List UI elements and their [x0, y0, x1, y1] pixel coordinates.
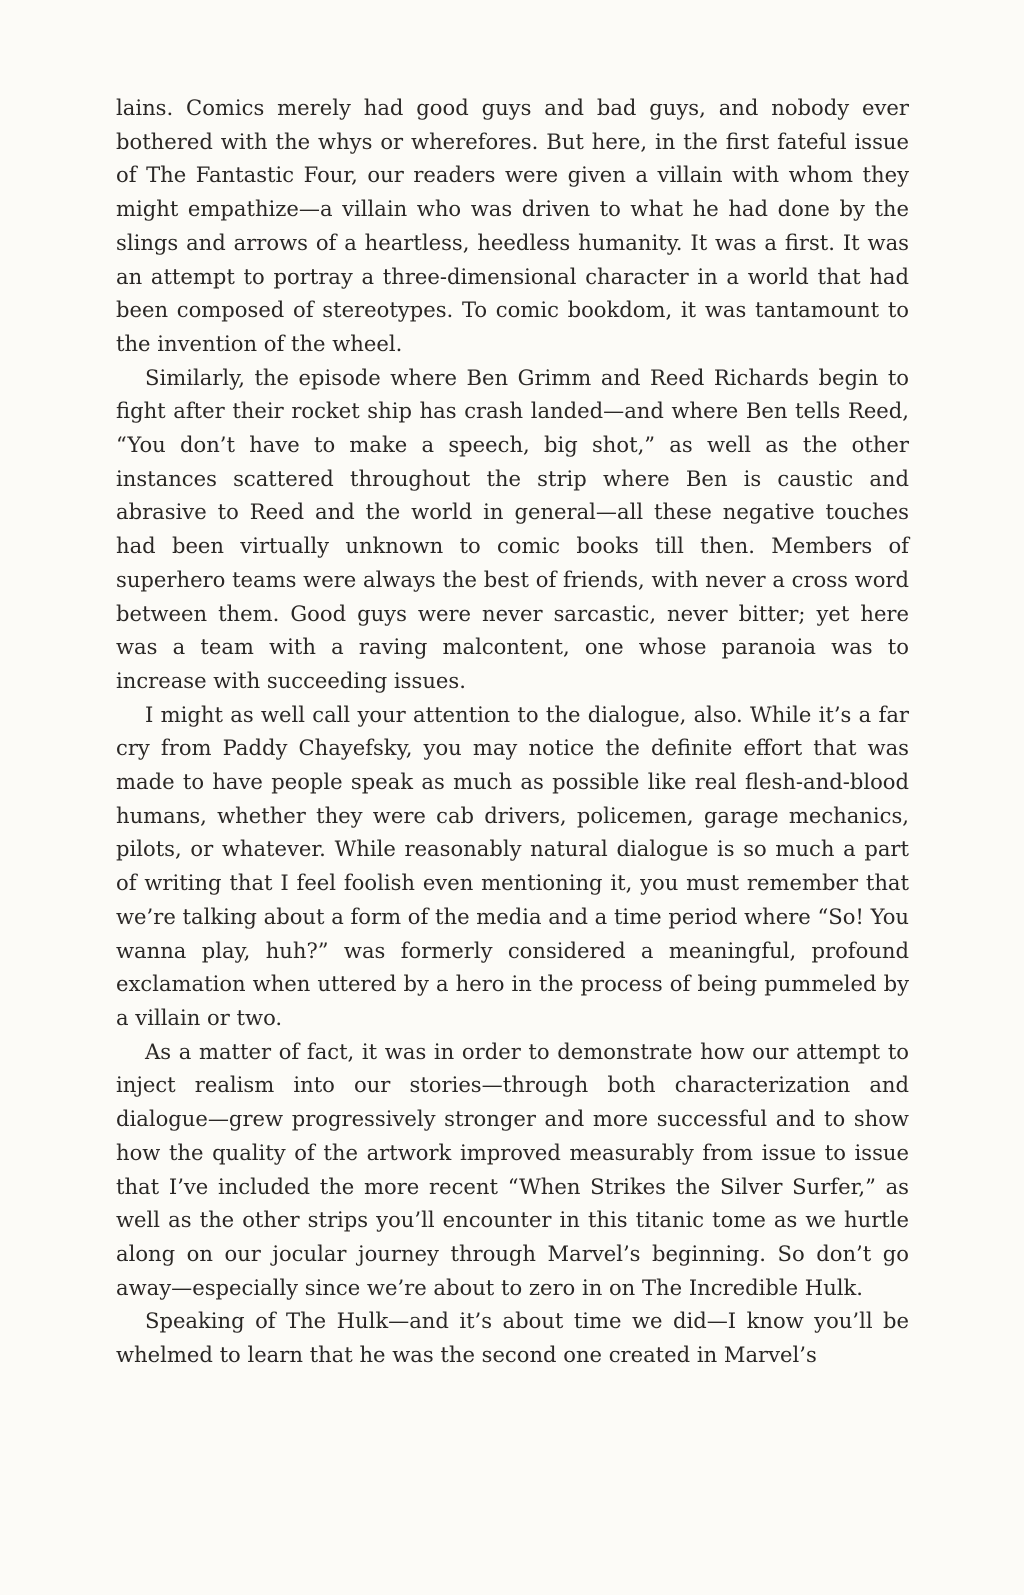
paragraph-dialogue: I might as well call your attention to the dialogue, also. While it’s a far cry from Paddy Chayefsky, you may notice the definite effort that was made to have people speak as much as possible like real flesh-and-blood humans, whether they were cab drivers, policemen, garage mechanics, pilots, or whatever. While reasonably natural dialogue is so much a part of writing that I feel foolish even mentioning it, you must remember that we’re talking about a form of the media and a time period where “So! You wanna play, huh?” was formerly considered a meaningful, profound exclamation when uttered by a hero in the process of being pummeled by a villain or two. — [116, 701, 909, 1030]
paragraph-realism: As a matter of fact, it was in order to demonstrate how our attempt to inject realism into our stories—through both characterization and dialogue—grew progressively stronger and more successful and to show how the quality of the artwork improved measurably from issue to issue that I’ve included the more recent “When Strikes the Silver Surfer,” as well as the other strips you’ll encounter in this titanic tome as we hurtle along on our jocular journey through Marvel’s beginning. So don’t go away—especially since we’re about to zero in on The Incredible Hulk. — [116, 1038, 909, 1300]
paragraph-ben-and-reed: Similarly, the episode where Ben Grimm and Reed Richards begin to fight after their rocket ship has crash landed—and where Ben tells Reed, “You don’t have to make a speech, big shot,” as well as the other instances scattered throughout the strip where Ben is caustic and abrasive to Reed and the world in general—all these negative touches had been virtually unknown to comic books till then. Members of superhero teams were always the best of friends, with never a cross word between them. Good guys were never sarcastic, never bitter; yet here was a team with a raving malcontent, one whose paranoia was to increase with succeeding issues. — [116, 364, 909, 693]
paragraph-hulk: Speaking of The Hulk—and it’s about time we did—I know you’ll be whelmed to learn that he was the second one created in Marvel’s — [116, 1308, 909, 1368]
paragraph-continued: lains. Comics merely had good guys and bad guys, and nobody ever bothered with the whys or wherefores. But here, in the first fateful issue of The Fantastic Four, our readers were given a villain with whom they might empathize—a villain who was driven to what he had done by the slings and arrows of a heartless, heedless humanity. It was a first. It was an attempt to portray a three-dimensional character in a world that had been composed of stereotypes. To comic bookdom, it was tantamount to the invention of the wheel. — [116, 95, 909, 356]
book-page-body — [116, 91, 909, 1372]
